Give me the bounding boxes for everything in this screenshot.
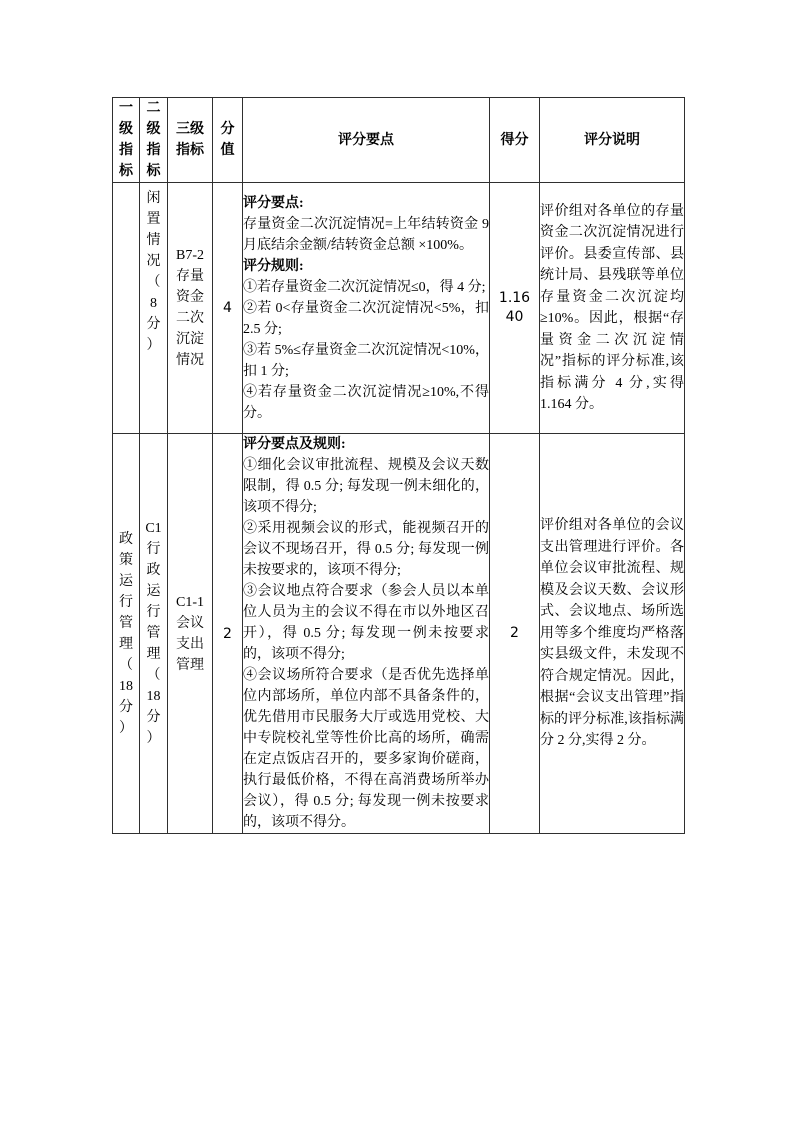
table-row-b7-2 (113, 183, 685, 434)
rule-item: ②采用视频会议的形式，能视频召开的会议不现场召开，得 0.5 分; 每发现一例未按要求的，该项不得分; (243, 521, 489, 578)
header-level1-indicator (113, 98, 140, 183)
evaluation-score-table (112, 97, 685, 834)
level3-text: C1-1会议支出管理 (176, 594, 204, 673)
header-max-score-label: 分值 (220, 122, 235, 158)
level2-text: C1行政运行管理（18分） (145, 521, 162, 746)
rule-item: ④会议场所符合要求（是否优先选择单位内部场所，单位内部不具备条件的，优先借用市民服务大厅或选用党校、大中专院校礼堂等性价比高的场所，确需在定点饭店召开的，要多家询价磋商，执行最低价格，不得在高消费场所举办会议），得 0.5 分; 每发现一例未按要求的，该项不得分。 (243, 668, 489, 830)
cell-explanation (540, 434, 685, 834)
rules-heading: 评分规则: (243, 258, 304, 274)
level2-text: 闲置情况（8分） (146, 191, 161, 353)
header-level2-label: 二级指标 (146, 101, 161, 179)
header-level1-label: 一级指标 (119, 101, 133, 179)
score-value: 2 (510, 625, 519, 641)
cell-max-score: 2 (213, 434, 243, 834)
cell-level3-indicator (168, 434, 213, 834)
rule-item: ①若存量资金二次沉淀情况≤0，得 4 分; (243, 279, 486, 295)
explanation-text: 评价组对各单位的存量资金二次沉淀情况进行评价。县委宣传部、县统计局、县残联等单位存量资金二次沉淀均≥10%。因此，根据“存量资金二次沉淀情况”指标的评分标准,该指标满分 4 分,实得 1.164 分。 (540, 203, 684, 412)
table-row-c1-1 (113, 434, 685, 834)
cell-explanation (540, 183, 685, 434)
table-header-row (113, 98, 685, 183)
cell-level1-indicator (113, 434, 140, 834)
rule-item: ③会议地点符合要求（参会人员以本单位人员为主的会议不得在市以外地区召开），得 0.5 分; 每发现一例未按要求的，该项不得分; (243, 584, 489, 662)
cell-score (490, 434, 540, 834)
rule-item: ③若 5%≤存量资金二次沉淀情况<10%，扣 1 分; (243, 342, 489, 379)
points-heading: 评分要点及规则: (243, 437, 346, 452)
rule-item: ④若存量资金二次沉淀情况≥10%,不得分。 (243, 384, 489, 421)
points-heading: 评分要点: (243, 195, 304, 211)
rule-item: ②若 0<存量资金二次沉淀情况<5%，扣 2.5 分; (243, 300, 489, 337)
cell-level2-indicator (140, 183, 168, 434)
cell-max-score: 4 (213, 183, 243, 434)
header-scoring-points: 评分要点 (243, 98, 490, 183)
cell-level1-indicator (113, 183, 140, 434)
cell-level2-indicator (140, 434, 168, 834)
header-level2-indicator (140, 98, 168, 183)
cell-score (490, 183, 540, 434)
header-level3-indicator (168, 98, 213, 183)
header-level3-label: 三级指标 (176, 122, 204, 158)
cell-scoring-points (243, 434, 490, 834)
header-max-score (213, 98, 243, 183)
explanation-text: 评价组对各单位的会议支出管理进行评价。各单位会议审批流程、规模及会议天数、会议形式、会议地点、场所选用等多个维度均严格落实县级文件，未发现不符合规定情况。因此，根据“会议支出管理”指标的评分标准,该指标满分 2 分,实得 2 分。 (540, 518, 684, 749)
cell-level3-indicator (168, 183, 213, 434)
header-score: 得分 (490, 98, 540, 183)
points-formula: 存量资金二次沉淀情况=上年结转资金 9 月底结余金额/结转资金总额 ×100%。 (243, 216, 489, 253)
rule-item: ①细化会议审批流程、规模及会议天数限制，得 0.5 分; 每发现一例未细化的，该项不得分; (243, 458, 489, 515)
level1-text: 政策运行管理（18分） (119, 531, 133, 736)
header-explanation: 评分说明 (540, 98, 685, 183)
cell-scoring-points (243, 183, 490, 434)
level3-text: B7-2存量资金二次沉淀情况 (176, 248, 204, 368)
score-value: 1.1640 (498, 290, 531, 325)
